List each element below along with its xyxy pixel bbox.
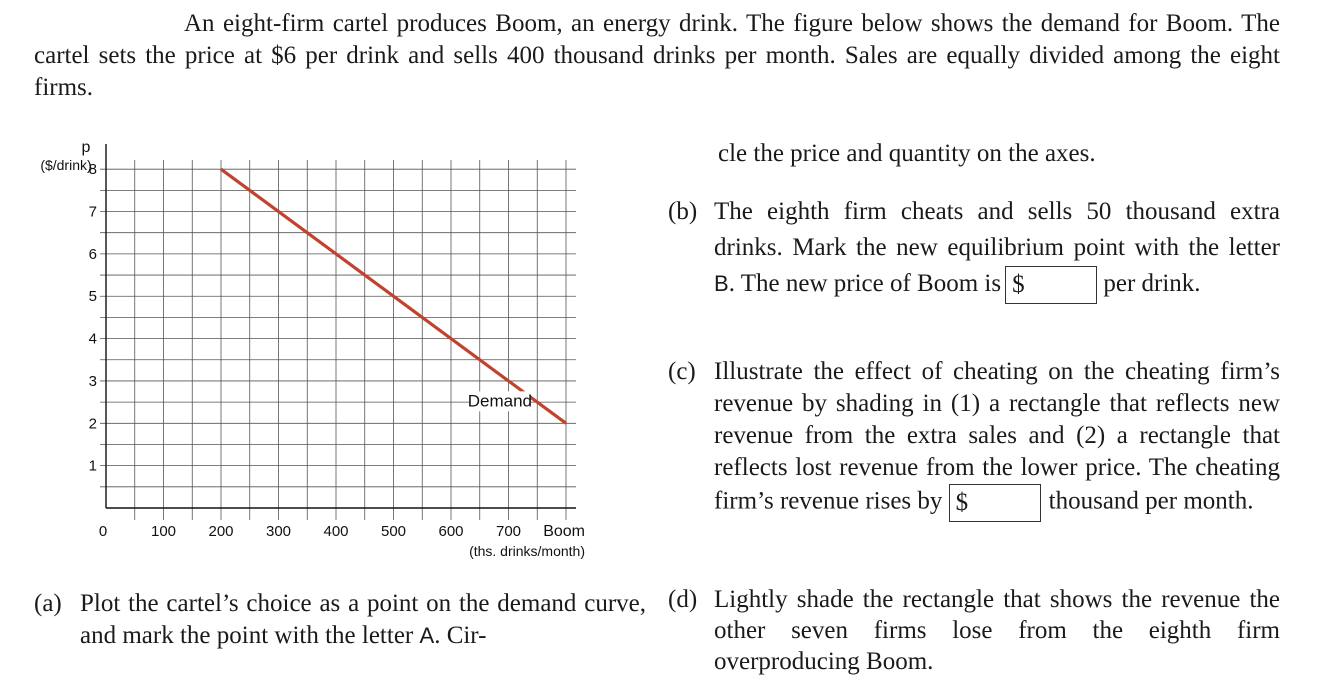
- y-tick-label: 7: [88, 203, 97, 221]
- y-axis-unit: ($/drink): [40, 157, 92, 173]
- part-d-label: (d): [668, 586, 698, 613]
- y-tick-label: 8: [88, 161, 97, 179]
- part-b-tail: per drink.: [1103, 270, 1201, 297]
- x-tick-label: 600: [438, 523, 464, 540]
- point-b-letter: B: [714, 271, 729, 296]
- revenue-dollar-sign: $: [955, 489, 969, 516]
- revenue-answer-box[interactable]: [949, 484, 1041, 522]
- part-a-label: (a): [34, 590, 62, 617]
- intro-paragraph: An eight-firm cartel produces Boom, an energy drink. The figure below shows the demand for Boom. The cartel sets the price at $6 per drink and sells 400 thousand drinks per month. Sales are equally divided among the eight firms.: [34, 10, 1280, 101]
- x-tick-label: 300: [265, 523, 292, 540]
- y-tick-label: 1: [88, 457, 97, 475]
- part-a-text: [80, 588, 646, 652]
- x-tick-label: 700: [495, 523, 522, 540]
- demand-chart: [0, 130, 640, 570]
- point-a-letter: A: [419, 623, 435, 648]
- y-tick-label: 5: [88, 288, 97, 306]
- part-c-text: [714, 356, 1280, 522]
- labels: [40, 139, 585, 559]
- x-axis-label: Boom: [543, 523, 585, 540]
- origin-label: 0: [98, 523, 108, 540]
- part-c: [668, 356, 1280, 522]
- x-axis-unit: (ths. drinks/month): [469, 543, 585, 559]
- part-a-tail: . Cir-: [434, 622, 487, 649]
- demand-label: Demand: [467, 391, 533, 411]
- x-tick-label: 500: [380, 523, 407, 540]
- part-c-tail: thousand per month.: [1048, 487, 1254, 515]
- price-answer-box[interactable]: [1005, 266, 1097, 304]
- part-a: [34, 588, 646, 652]
- chart-svg: [0, 130, 640, 570]
- axes: [106, 144, 576, 508]
- part-a-body: Plot the cartel’s choice as a point on the demand curve, and mark the point with the letter: [80, 590, 646, 649]
- x-tick-label: 400: [323, 523, 349, 540]
- part-b-body: The eighth firm cheats and sells 50 thousand extra drinks. Mark the new equilibrium point with the letter: [714, 198, 1280, 261]
- part-d: [668, 584, 1280, 677]
- y-tick-label: 6: [88, 245, 97, 263]
- part-c-body: Illustrate the effect of cheating on the cheating firm’s revenue by shading in (1) a rectangle that reflects new revenue from the extra sales and (2) a rectangle that reflects lost revenue from the lower price. The cheating firm’s revenue rises by: [714, 358, 1280, 515]
- part-b-mid: . The new price of Boom is: [728, 270, 1002, 297]
- part-c-label: (c): [668, 358, 696, 385]
- part-d-text: Lightly shade the rectangle that shows the revenue the other seven firms lose from the eighth firm overproducing Boom.: [714, 586, 1280, 675]
- part-b-text: [714, 194, 1280, 304]
- price-dollar-sign: $: [1012, 271, 1025, 299]
- part-b: [668, 194, 1280, 304]
- y-axis-label: p: [81, 139, 91, 156]
- grid: [100, 160, 576, 520]
- x-tick-label: 200: [208, 523, 234, 540]
- y-tick-label: 3: [88, 372, 97, 390]
- y-tick-label: 2: [88, 415, 97, 433]
- y-tick-label: 4: [88, 330, 97, 348]
- part-a-continuation: cle the price and quantity on the axes.: [718, 140, 1096, 167]
- x-tick-label: 100: [150, 523, 177, 540]
- part-b-label: (b): [668, 198, 698, 225]
